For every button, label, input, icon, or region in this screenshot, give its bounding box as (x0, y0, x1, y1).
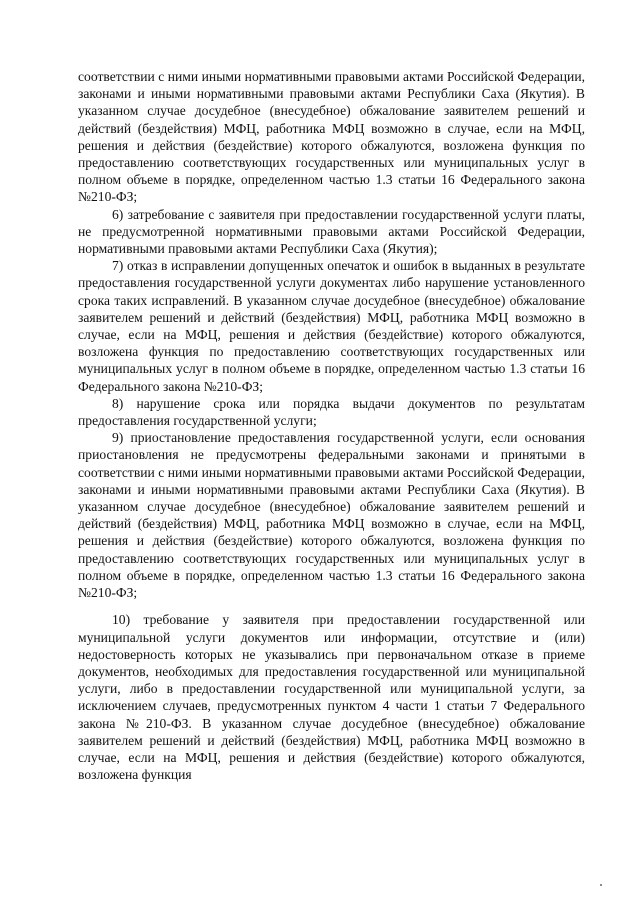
paragraph-item-8: 8) нарушение срока или порядка выдачи документов по результатам предоставления государственной услуги; (78, 395, 585, 429)
paragraph-item-6: 6) затребование с заявителя при предоставлении государственной услуги платы, не предусмотренной нормативными правовыми актами Российской Федерации, нормативными правовыми актами Республики Саха (Якутия); (78, 206, 585, 257)
paragraph-item-9: 9) приостановление предоставления государственной услуги, если основания приостановления не предусмотрены федеральными законами и принятыми в соответствии с ними иными нормативными правовыми актами Российской Федерации, законами и иными нормативными правовыми актами Республики Саха (Якутия). В указанном случае досудебное (внесудебное) обжалование заявителем решений и действий (бездействия) МФЦ, работника МФЦ возможно в случае, если на МФЦ, решения и действия (бездействие) которого обжалуются, возложена функция по предоставлению соответствующих государственных или муниципальных услуг в полном объеме в порядке, определенном частью 1.3 статьи 16 Федерального закона №210-ФЗ; (78, 430, 585, 601)
paragraph-item-10: 10) требование у заявителя при предоставлении государственной или муниципальной услуги документов или информации, отсутствие и (или) недостоверность которых не указывались при первоначальном отказе в приеме документов, необходимых для предоставления государственной или муниципальной услуги, либо в предоставлении государственной или муниципальной услуги, за исключением случаев, предусмотренных пунктом 4 части 1 статьи 7 Федерального закона №210-ФЗ. В указанном случае досудебное (внесудебное) обжалование заявителем решений и действий (бездействия) МФЦ, работника МФЦ возможно в случае, если на МФЦ, решения и действия (бездействие) которого обжалуются, возложена функция (78, 612, 585, 783)
paragraph-item-7: 7) отказ в исправлении допущенных опечаток и ошибок в выданных в результате предоставления государственной услуги документах либо нарушение установленного срока таких исправлений. В указанном случае досудебное (внесудебное) обжалование заявителем решений и действий (бездействия) МФЦ, работника МФЦ возможно в случае, если на МФЦ, решения и действия (бездействие) которого обжалуются, возложена функция по предоставлению соответствующих государственных или муниципальных услуг в полном объеме в порядке, определенном частью 1.3 статьи 16 Федерального закона №210-ФЗ; (78, 258, 585, 394)
paragraph-continuation: соответствии с ними иными нормативными правовыми актами Российской Федерации, законами и иными нормативными правовыми актами Республики Саха (Якутия). В указанном случае досудебное (внесудебное) обжалование заявителем решений и действий (бездействия) МФЦ, работника МФЦ возможно в случае, если на МФЦ, решения и действия (бездействие) которого обжалуются, возложена функция по предоставлению соответствующих государственных или муниципальных услуг в полном объеме в порядке, определенном частью 1.3 статьи 16 Федерального закона №210-ФЗ; (78, 69, 585, 205)
scan-speck (600, 884, 602, 886)
document-page (78, 68, 585, 783)
